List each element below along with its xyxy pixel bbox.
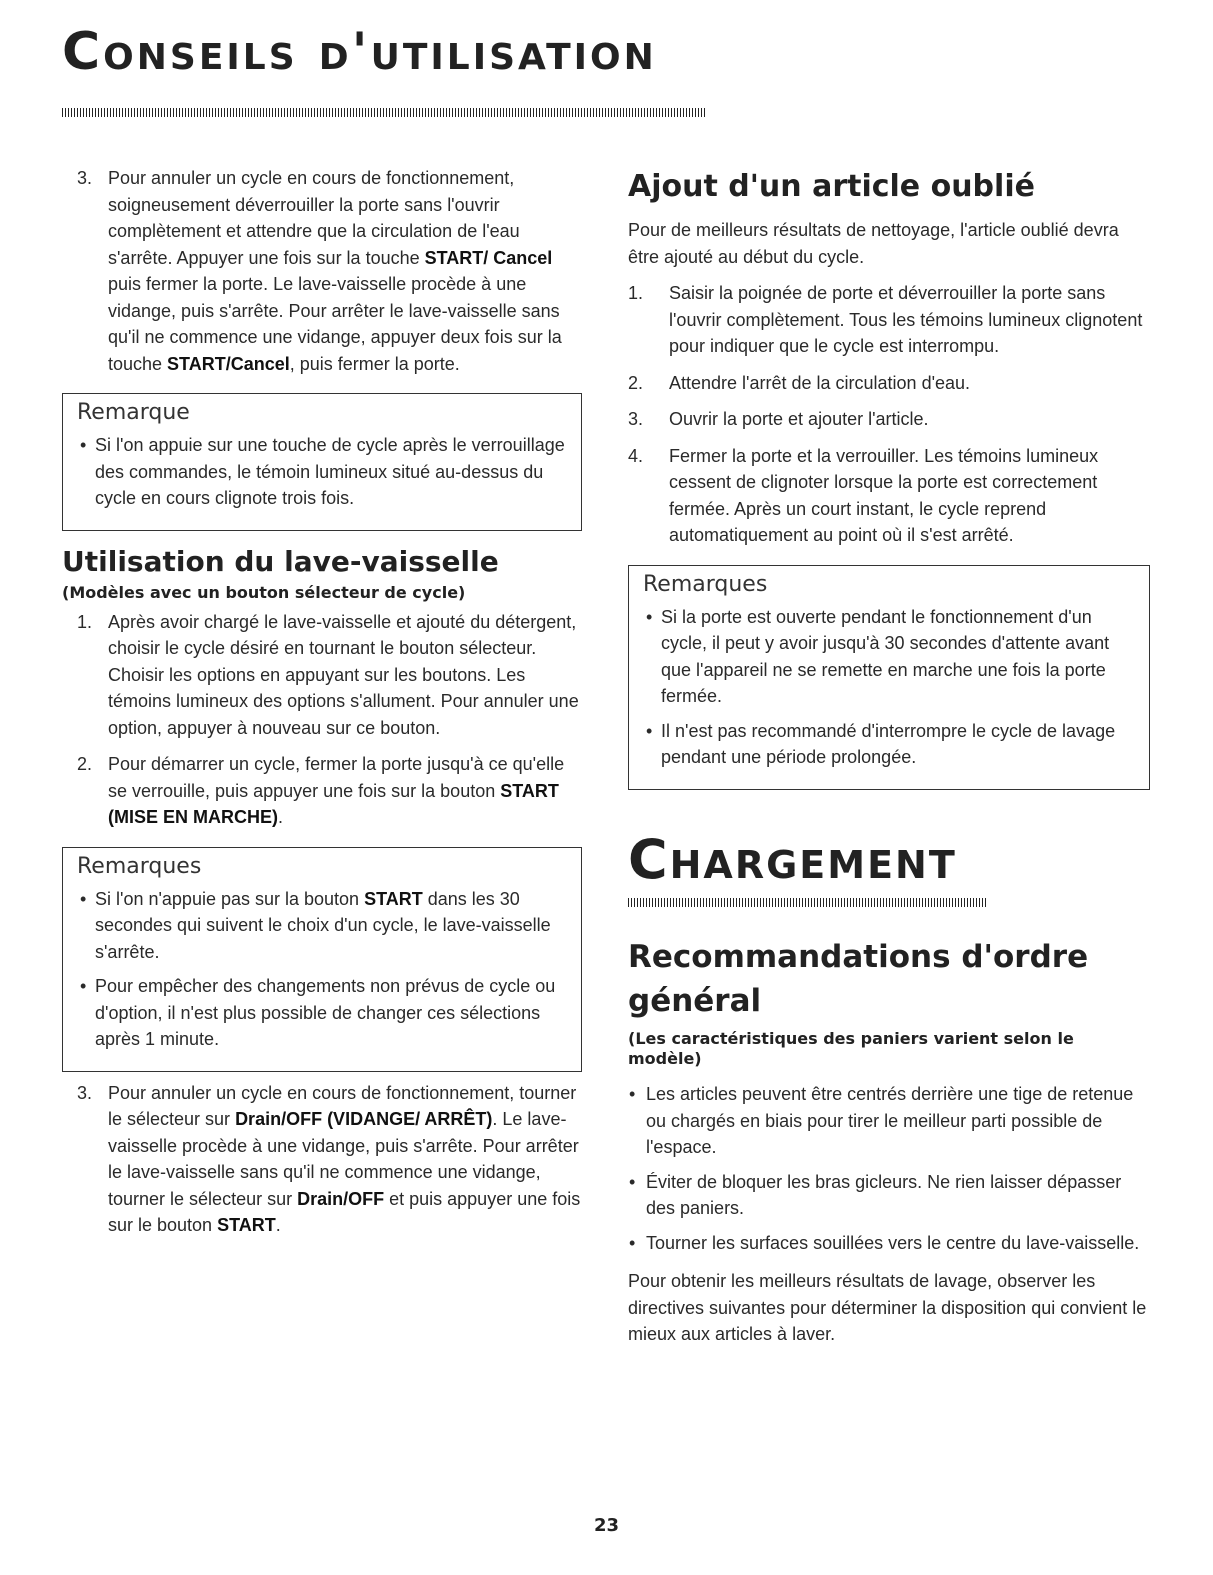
step-text: Attendre l'arrêt de la circulation d'eau.: [669, 372, 971, 393]
left-column: [62, 165, 582, 1249]
right-column-upper: [628, 165, 1150, 790]
note-bullet: [77, 886, 571, 966]
step-1-select-cycle: [62, 609, 582, 742]
step-text: Pour démarrer un cycle, fermer la porte jusqu'à ce qu'elle se verrouille, puis appuyer une fois sur la bouton: [108, 754, 565, 801]
chargement-underline: [628, 898, 986, 907]
section-subheading: (Modèles avec un bouton sélecteur de cycle): [62, 582, 466, 602]
step-text: . Le lave-vaisselle procède à une vidange, puis s'arrête. Pour arrêter le lave-vaisselle sans qu'il ne commence une vidange, tourner le sélecteur sur: [108, 1109, 579, 1209]
chargement-subheading: (Les caractéristiques des paniers varient selon le modèle): [628, 1029, 1074, 1068]
note-bullet: • Il n'est pas recommandé d'interrompre le cycle de lavage pendant une période prolongée.: [643, 718, 1139, 771]
right-column-lower: [628, 935, 1150, 1358]
start-key: START: [364, 888, 423, 909]
step-text: Pour annuler un cycle en cours de fonctionnement, soigneusement déverrouiller la porte sans l'ouvrir complètement et attendre que la circulation de l'eau s'arrête. Appuyer une fois sur la touche: [108, 168, 520, 268]
chargement-closing: Pour obtenir les meilleurs résultats de lavage, observer les directives suivantes pour déterminer la disposition qui convient le mieux aux articles à laver.: [628, 1271, 1147, 1344]
note-box-remarques: [62, 847, 582, 1072]
step-text: .: [275, 1215, 281, 1235]
step-number: 1.: [628, 283, 644, 303]
start-cancel-key: START/Cancel: [167, 353, 290, 374]
bullet-text: dans les 30 secondes qui suivent le choix d'un cycle, le lave-vaisselle s'arrête.: [95, 888, 551, 962]
section-heading-ajout: Ajout d'un article oublié: [628, 169, 1035, 204]
step-number: 3.: [628, 409, 644, 429]
step-text: Saisir la poignée de porte et déverrouiller la porte sans l'ouvrir complètement. Tous les témoins lumineux clignotent pour indiquer que le cycle est interrompu.: [669, 283, 1143, 356]
step-2-start-cycle: [62, 751, 582, 831]
section-heading-utilisation: Utilisation du lave-vaisselle: [62, 544, 499, 578]
step-number: 3.: [77, 1082, 93, 1103]
note-title: Remarques: [643, 571, 768, 597]
note-bullet: • Pour empêcher des changements non prévus de cycle ou d'option, il n'est plus possible de changer ces sélections après 1 minute.: [77, 973, 571, 1053]
step-text: Pour annuler un cycle en cours de fonctionnement, tourner le sélecteur sur: [108, 1082, 577, 1129]
chargement-bullet: • Tourner les surfaces souillées vers le centre du lave-vaisselle.: [628, 1230, 1150, 1257]
step-number: 2.: [77, 754, 93, 774]
step-number: 1.: [77, 611, 93, 632]
step-3-cancel-cycle: [62, 165, 582, 377]
step-text: , puis fermer la porte.: [289, 353, 460, 374]
note-bullet: • Si l'on appuie sur une touche de cycle après le verrouillage des commandes, le témoin lumineux situé au-dessus du cycle en cours clignote trois fois.: [77, 432, 571, 512]
start-key: START (MISE EN MARCHE): [108, 780, 559, 827]
note-bullet: • Si la porte est ouverte pendant le fonctionnement d'un cycle, il peut y avoir jusqu'à 30 secondes d'attente avant que l'appareil ne se remette en marche une fois la porte fermée.: [643, 604, 1139, 710]
step-text: .: [278, 807, 284, 827]
step-text: Ouvrir la porte et ajouter l'article.: [669, 409, 929, 429]
note-title: Remarque: [77, 400, 190, 425]
ajout-intro: Pour de meilleurs résultats de nettoyage, l'article oublié devra être ajouté au début du cycle.: [628, 220, 1119, 267]
ajout-step: [628, 370, 1150, 397]
start-key: START: [217, 1215, 276, 1235]
step-text: Après avoir chargé le lave-vaisselle et ajouté du détergent, choisir le cycle désiré en tournant le bouton sélecteur. Choisir les options en appuyant sur les boutons. Les témoins lumineux des options s'allument. Pour annuler une option, appuyer à nouveau sur ce bouton.: [108, 611, 579, 738]
step-text: Fermer la porte et la verrouiller. Les témoins lumineux cessent de clignoter lorsque la porte est correctement fermée. Après un court instant, le cycle reprend automatiquement au point où il s'est arrêté.: [669, 445, 1099, 545]
page-number: 23: [593, 1515, 620, 1536]
step-number: 3.: [77, 168, 93, 188]
step-text: puis fermer la porte. Le lave-vaisselle procède à une vidange, puis s'arrête. Pour arrêter le lave-vaisselle sans qu'il ne commence une vidange, appuyer deux fois sur la touche: [108, 274, 562, 374]
ajout-step: [628, 280, 1150, 360]
step-3-cancel-dial: [62, 1080, 582, 1239]
drain-off-setting: Drain/OFF: [297, 1188, 385, 1209]
ajout-step: [628, 443, 1150, 549]
step-number: 2.: [628, 372, 644, 393]
title-underline: [62, 108, 705, 117]
bullet-text: Si l'on n'appuie pas sur la bouton: [95, 888, 365, 909]
step-text: et puis appuyer une fois sur le bouton: [108, 1188, 581, 1235]
note-box-remarques-ajout: [628, 565, 1150, 790]
note-title: Remarques: [77, 853, 202, 879]
chargement-bullet: • Éviter de bloquer les bras gicleurs. Ne rien laisser dépasser des paniers.: [628, 1169, 1150, 1222]
chargement-bullet: • Les articles peuvent être centrés derrière une tige de retenue ou chargés en biais pour tirer le meilleur parti possible de l'espace.: [628, 1081, 1150, 1161]
page-title: Conseils d'utilisation: [62, 22, 657, 82]
start-cancel-key: START/ Cancel: [424, 247, 553, 268]
step-number: 4.: [628, 445, 644, 466]
ajout-step: [628, 406, 1150, 433]
chargement-title: Chargement: [628, 828, 957, 891]
note-box-remarque: [62, 393, 582, 531]
drain-off-setting: Drain/OFF (VIDANGE/ ARRÊT): [235, 1109, 493, 1129]
section-heading-recommandations: Recommandations d'ordre général: [628, 939, 1089, 1019]
